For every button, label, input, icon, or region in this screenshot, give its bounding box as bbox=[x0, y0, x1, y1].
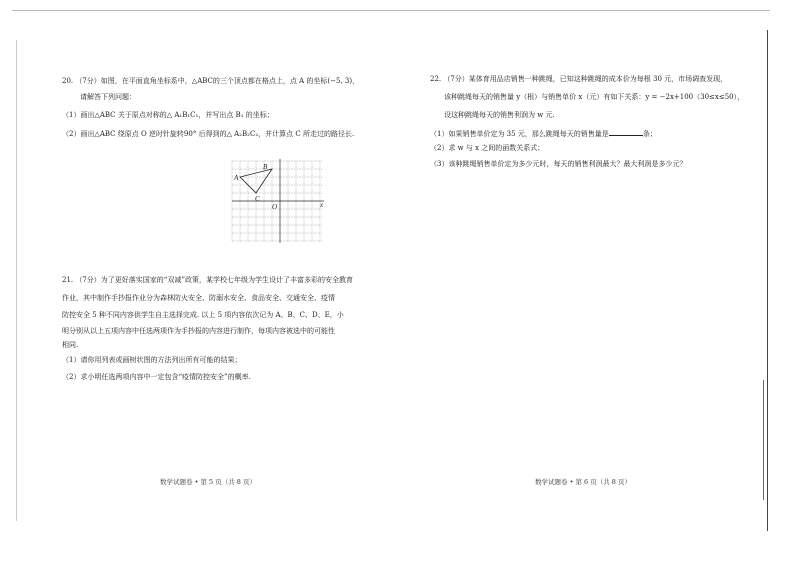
q20-stem-line2: 请解答下列问题： bbox=[80, 93, 136, 101]
label-c: C bbox=[255, 195, 260, 203]
q21-part2: （2）求小明任选两项内容中一定包含“疫情防控安全”的概率. bbox=[62, 373, 251, 381]
q22-part2: （2）求 w 与 x 之间的函数关系式； bbox=[430, 144, 545, 152]
q20-part1: （1）画出△ABC 关于原点对称的△ A₁B₁C₁，并写出点 B₁ 的坐标； bbox=[62, 111, 274, 119]
q20-coordinate-grid bbox=[226, 155, 326, 247]
q21-line5: 相同. bbox=[62, 341, 79, 349]
label-o: O bbox=[272, 203, 278, 211]
q21-line2: 作业，其中制作手抄报作业分为森林防火安全、防溺水安全、食品安全、交通安全、疫情 bbox=[62, 294, 335, 302]
label-b: B bbox=[263, 163, 268, 171]
q22-part1-suffix: 条； bbox=[642, 130, 657, 138]
q22-line3: 设这种跳绳每天的销售利润为 w 元. bbox=[444, 111, 555, 119]
scan-right-edge-inner bbox=[763, 380, 764, 500]
q20-part2: （2）画出△ABC 绕原点 O 逆时针旋转90° 后得到的△ A₂B₂C₂，并计算点 C 所走过的路径长. bbox=[62, 130, 355, 138]
q22-part1-text: （1）如果销售单价定为 35 元，那么跳绳每天的销售量是 bbox=[430, 130, 609, 138]
scan-top-border bbox=[12, 10, 770, 11]
right-page-footer: 数学试题卷 • 第 6 页（共 8 页） bbox=[535, 478, 632, 486]
left-page-footer: 数学试题卷 • 第 5 页（共 8 页） bbox=[160, 478, 257, 486]
q21-line3: 防控安全 5 种不同内容供学生自主选择完成. 以上 5 项内容依次记为 A、B、C、D、E，小 bbox=[62, 311, 344, 319]
q22-line2: 该种跳绳每天的销售量 y（根）与销售单价 x（元）有如下关系：y = −2x+100（30≤x≤50）， bbox=[444, 93, 745, 101]
q21-line1: 21. （7分）为了更好落实国家的“双减”政策，某学校七年级为学生设计了丰富多彩的安全教育 bbox=[62, 276, 353, 284]
label-x: x bbox=[320, 201, 324, 209]
q22-part3: （3）该种跳绳销售单价定为多少元时，每天的销售利润最大？最大利润是多少元？ bbox=[430, 160, 687, 168]
q22-line1: 22. （7分）某体育用品店销售一种跳绳，已知这种跳绳的成本价为每根 30 元，市场调查发现， bbox=[430, 75, 728, 83]
q21-line4: 明分别从以上五项内容中任选两项作为手抄报的内容进行制作，每项内容被选中的可能性 bbox=[62, 327, 335, 335]
q22-part1 bbox=[430, 128, 657, 139]
q21-part1: （1）请你用列表或画树状图的方法列出所有可能的结果； bbox=[62, 356, 242, 364]
label-a: A bbox=[234, 174, 239, 182]
scan-left-edge bbox=[16, 40, 17, 521]
q20-stem-line1: 20. （7分）如图，在平面直角坐标系中，△ABC的三个顶点都在格点上，点 A 的坐标(−5, 3)， bbox=[62, 77, 360, 85]
scan-right-edge bbox=[767, 30, 768, 531]
answer-blank[interactable] bbox=[609, 128, 643, 136]
